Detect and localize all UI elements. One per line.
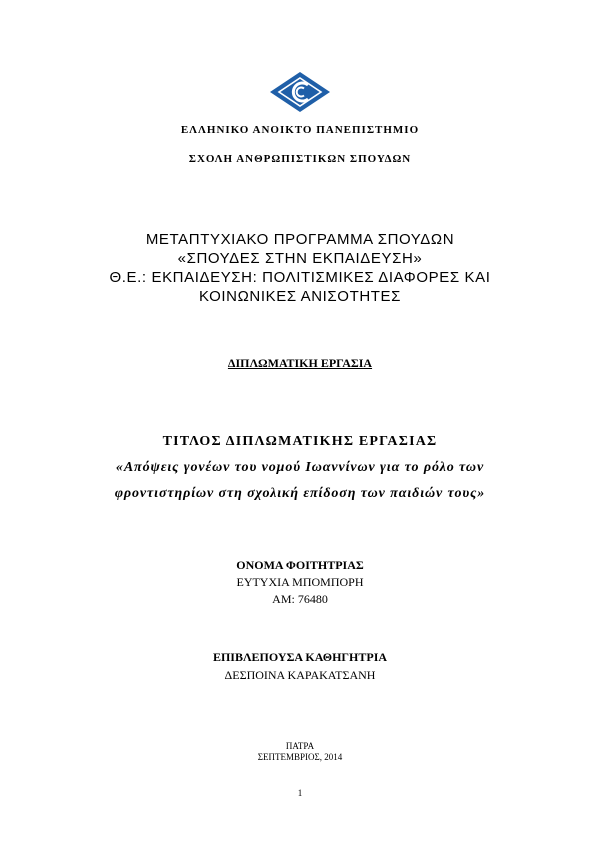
thesis-title-label: ΤΙΤΛΟΣ ΔΙΠΛΩΜΑΤΙΚΗΣ ΕΡΓΑΣΙΑΣ — [162, 434, 438, 449]
eap-diamond-logo-icon — [268, 70, 332, 114]
program-line-2: «ΣΠΟΥΔΕΣ ΣΤΗΝ ΕΚΠΑΙΔΕΥΣΗ» — [177, 250, 423, 267]
page-number: 1 — [297, 788, 303, 798]
student-label: ΟΝΟΜΑ ΦΟΙΤΗΤΡΙΑΣ — [236, 558, 364, 572]
student-name: ΕΥΤΥΧΙΑ ΜΠΟΜΠΟΡΗ — [236, 575, 364, 589]
thesis-title-line-1: «Απόψεις γονέων του νομού Ιωαννίνων για το ρόλο των — [115, 460, 485, 475]
school-name: ΣΧΟΛΗ ΑΝΘΡΩΠΙΣΤΙΚΩΝ ΣΠΟΥΔΩΝ — [188, 153, 412, 165]
program-line-4: ΚΟΙΝΩΝΙΚΕΣ ΑΝΙΣΟΤΗΤΕΣ — [198, 288, 402, 305]
supervisor-label: ΕΠΙΒΛΕΠΟΥΣΑ ΚΑΘΗΓΗΤΡΙΑ — [212, 650, 388, 664]
footer-city: ΠΑΤΡΑ — [285, 741, 315, 751]
thesis-title-line-2: φροντιστηρίων στη σχολική επίδοση των παιδιών τους» — [114, 486, 486, 501]
program-line-3: Θ.Ε.: ΕΚΠΑΙΔΕΥΣΗ: ΠΟΛΙΤΙΣΜΙΚΕΣ ΔΙΑΦΟΡΕΣ ΚΑΙ — [109, 269, 491, 286]
footer-date: ΣΕΠΤΕΜΒΡΙΟΣ, 2014 — [257, 752, 343, 762]
supervisor-name: ΔΕΣΠΟΙΝΑ ΚΑΡΑΚΑΤΣΑΝΗ — [224, 668, 376, 682]
university-name: ΕΛΛΗΝΙΚΟ ΑΝΟΙΚΤΟ ΠΑΝΕΠΙΣΤΗΜΙΟ — [180, 124, 420, 136]
thesis-label: ΔΙΠΛΩΜΑΤΙΚΗ ΕΡΓΑΣΙΑ — [227, 356, 373, 370]
student-id: ΑΜ: 76480 — [272, 592, 328, 606]
program-line-1: ΜΕΤΑΠΤΥΧΙΑΚΟ ΠΡΟΓΡΑΜΜΑ ΣΠΟΥΔΩΝ — [145, 231, 455, 248]
